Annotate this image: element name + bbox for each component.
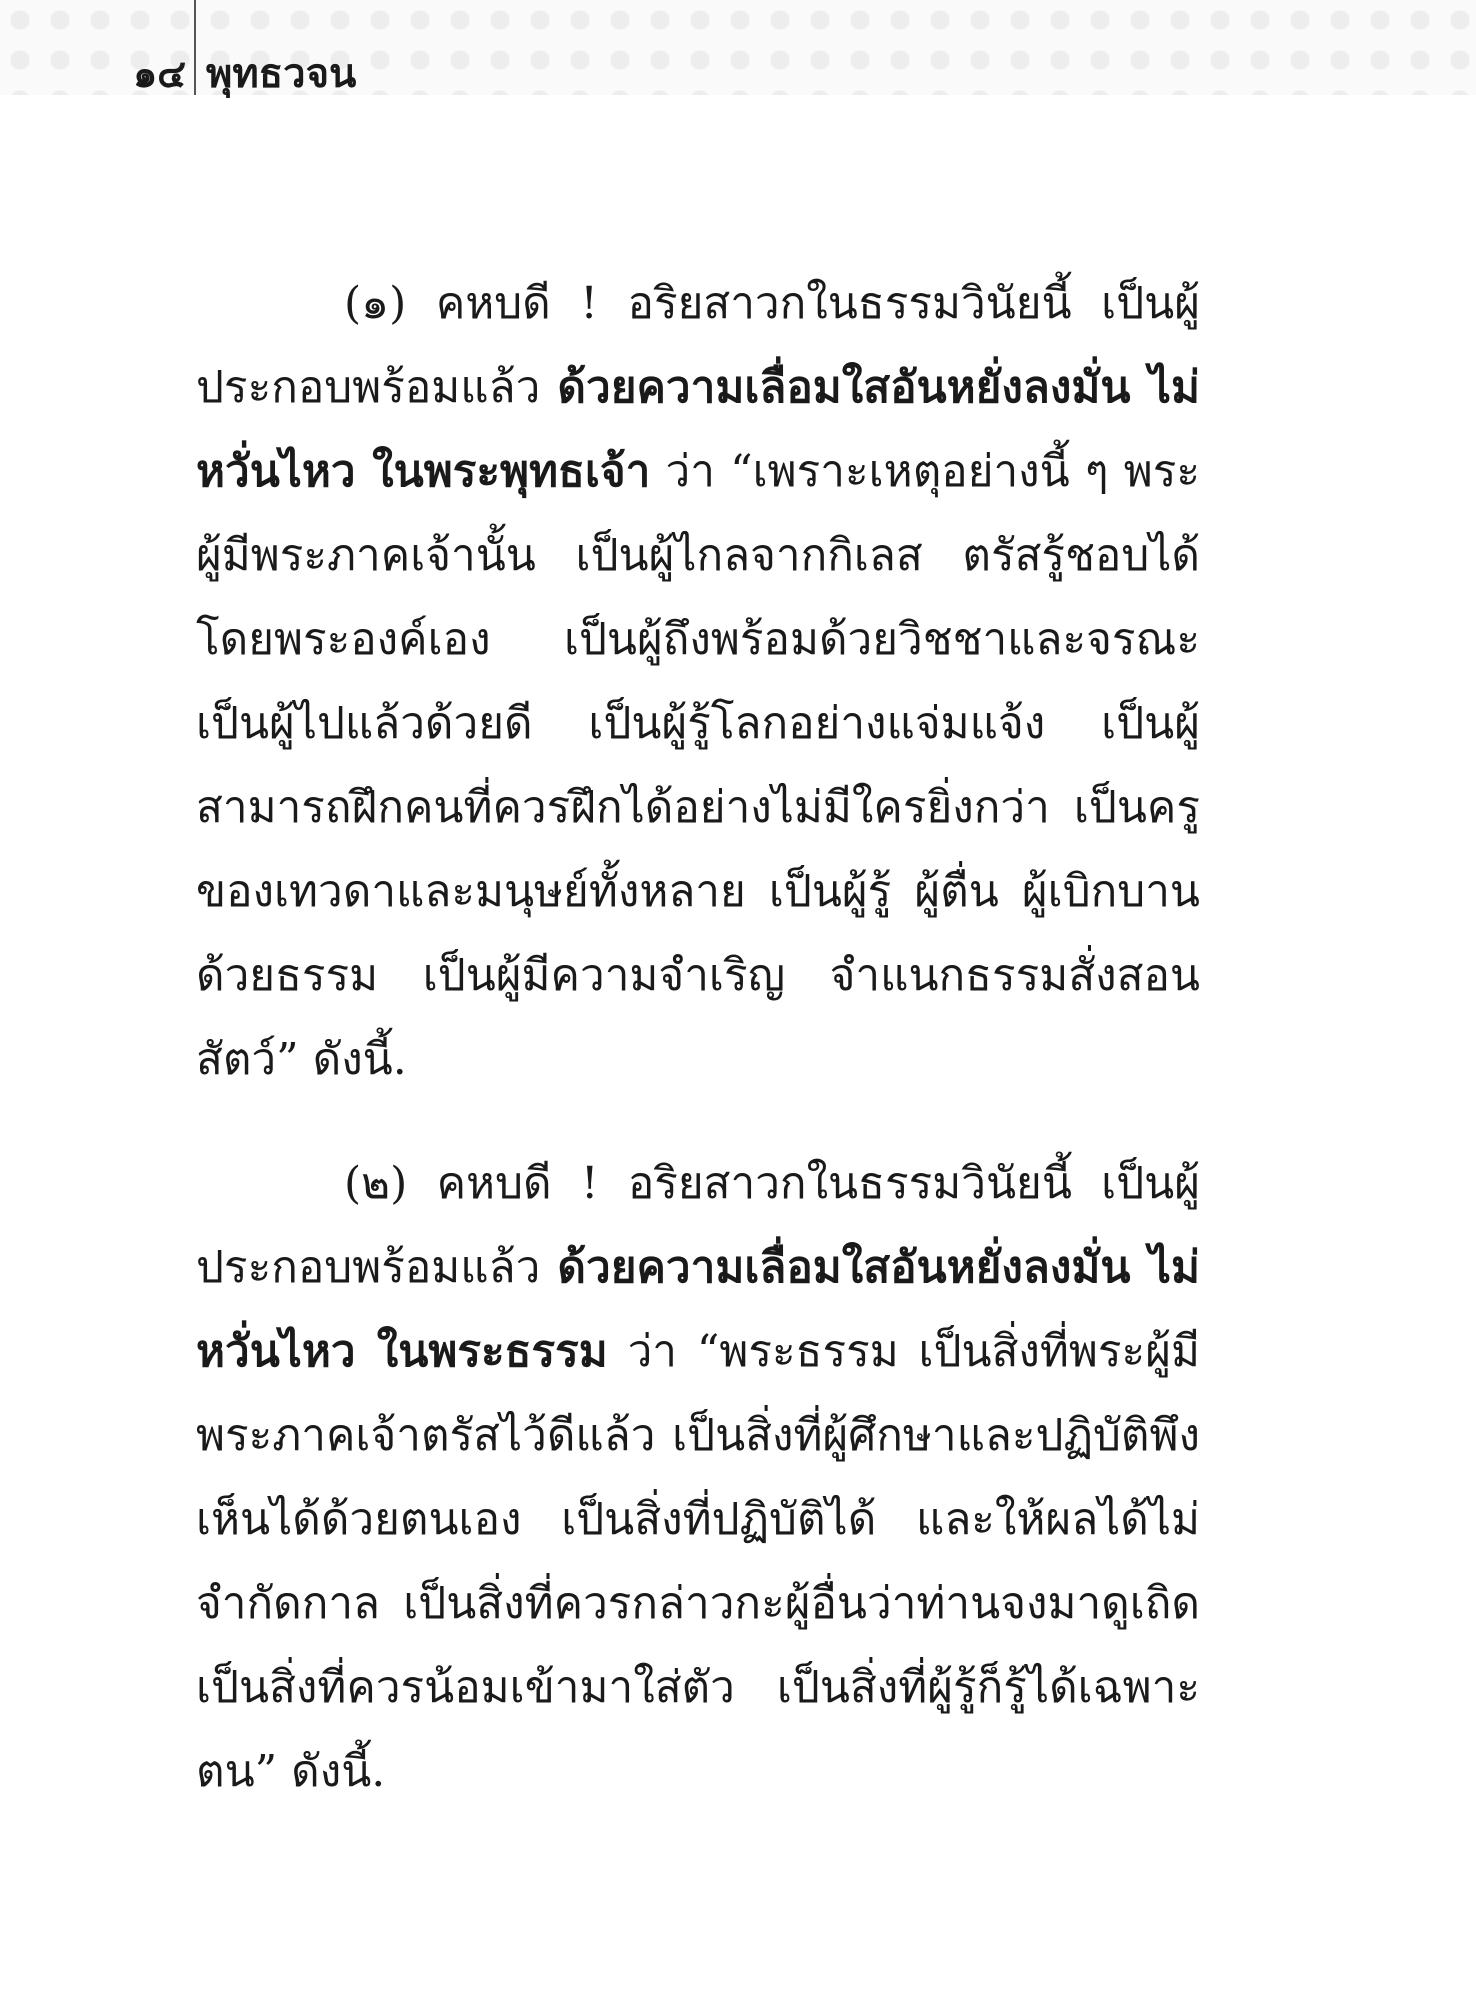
- paragraph-lead: อริยสาวกในธรรมวินัยนี้ เป็นผู้ประกอบพร้อมแล้ว: [196, 278, 1200, 413]
- paragraph-lead: อริยสาวกในธรรมวินัยนี้ เป็นผู้ประกอบพร้อมแล้ว: [196, 1158, 1200, 1293]
- paragraph-address: คหบดี !: [435, 278, 598, 329]
- page-number: ๑๔: [133, 51, 186, 96]
- paragraph-marker: (๒): [344, 1158, 408, 1209]
- header-divider: [194, 0, 196, 95]
- paragraph-emphasis: ด้วยความเลื่อมใสอันหยั่งลงมั่น ไม่หวั่นไหว ในพระพุทธเจ้า: [196, 362, 1200, 497]
- paragraph-emphasis: ด้วยความเลื่อมใสอันหยั่งลงมั่น ไม่หวั่นไหว ในพระธรรม: [196, 1242, 1200, 1377]
- paragraph-2: [196, 1142, 1200, 1814]
- running-title: พุทธวจน: [206, 50, 357, 97]
- paragraph-marker: (๑): [344, 278, 407, 329]
- paragraph-address: คหบดี !: [436, 1158, 599, 1209]
- paragraph-body: ว่า “พระธรรม เป็นสิ่งที่พระผู้มีพระภาคเจ้าตรัสไว้ดีแล้ว เป็นสิ่งที่ผู้ศึกษาและปฏิบัติพึงเห็นได้ด้วยตนเอง เป็นสิ่งที่ปฏิบัติได้ และให้ผลได้ไม่จำกัดกาล เป็นสิ่งที่ควรกล่าวกะผู้อื่นว่าท่านจงมาดูเถิด เป็นสิ่งที่ควรน้อมเข้ามาใส่ตัว เป็นสิ่งที่ผู้รู้ก็รู้ได้เฉพาะตน” ดังนี้.: [196, 1326, 1200, 1797]
- paragraph-1: [196, 262, 1200, 1102]
- paragraph-body: ว่า “เพราะเหตุอย่างนี้ ๆ พระผู้มีพระภาคเจ้านั้น เป็นผู้ไกลจากกิเลส ตรัสรู้ชอบได้โดยพระองค์เอง เป็นผู้ถึงพร้อมด้วยวิชชาและจรณะ เป็นผู้ไปแล้วด้วยดี เป็นผู้รู้โลกอย่างแจ่มแจ้ง เป็นผู้สามารถฝึกคนที่ควรฝึกได้อย่างไม่มีใครยิ่งกว่า เป็นครูของเทวดาและมนุษย์ทั้งหลาย เป็นผู้รู้ ผู้ตื่น ผู้เบิกบาน ด้วยธรรม เป็นผู้มีความจำเริญ จำแนกธรรมสั่งสอนสัตว์” ดังนี้.: [196, 446, 1200, 1085]
- page-body: [196, 262, 1200, 1854]
